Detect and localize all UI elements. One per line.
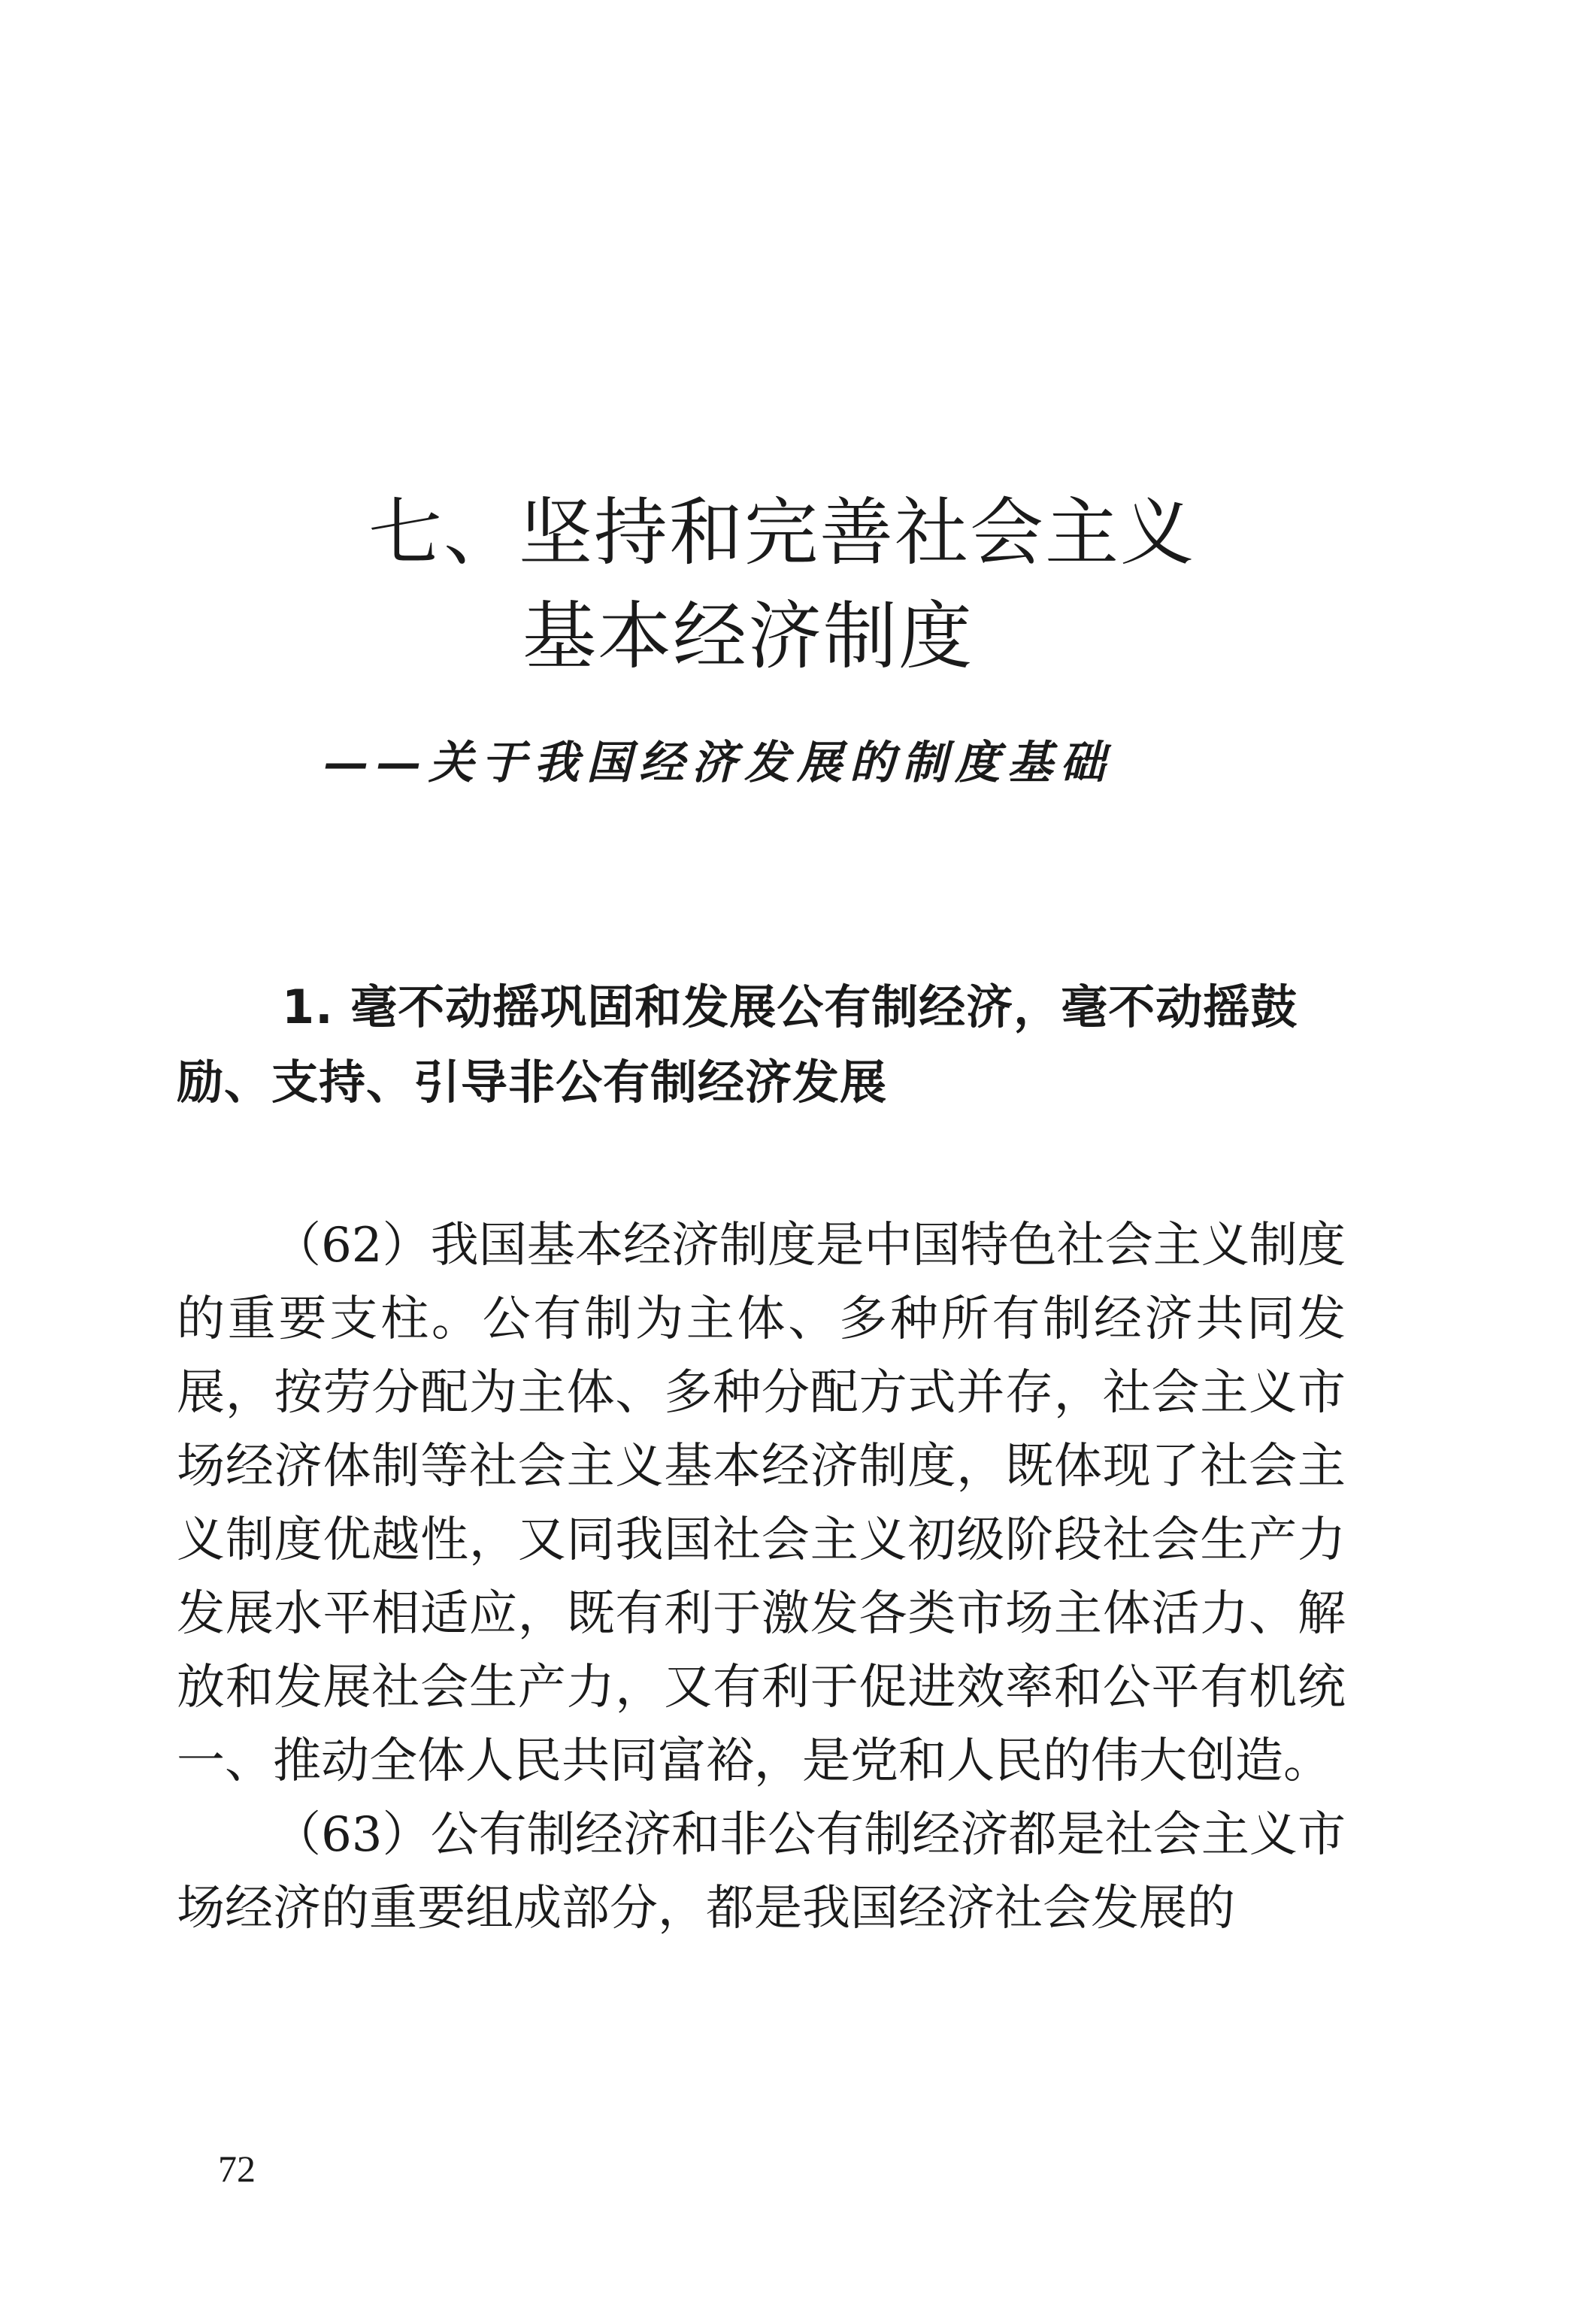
paragraph-62: （62）我国基本经济制度是中国特色社会主义制度的重要支柱。公有制为主体、多种所有制经济共同发展，按劳分配为主体、多种分配方式并存，社会主义市场经济体制等社会主义基本经济制度，既体现了社会主义制度优越性，又同我国社会主义初级阶段社会生产力发展水平相适应，既有利于激发各类市场主体活力、解放和发展社会生产力，又有利于促进效率和公平有机统一、推动全体人民共同富裕，是党和人民的伟大创造。 <box>177 1218 1346 1789</box>
chapter-title-line1: 七、坚持和完善社会主义 <box>368 490 1196 576</box>
chapter-subtitle: ——关于我国经济发展的制度基础 <box>323 737 1113 789</box>
section-heading: 1. 毫不动摇巩固和发展公有制经济，毫不动摇鼓励、支持、引导非公有制经济发展 <box>177 979 1298 1110</box>
body-text <box>177 1209 1346 1945</box>
chapter-title-line2: 基本经济制度 <box>522 594 974 680</box>
chapter-title <box>368 481 1195 689</box>
page-number: 72 <box>218 2148 256 2190</box>
paragraph-63: （63）公有制经济和非公有制经济都是社会主义市场经济的重要组成部分，都是我国经济社会发展的 <box>177 1807 1346 1936</box>
